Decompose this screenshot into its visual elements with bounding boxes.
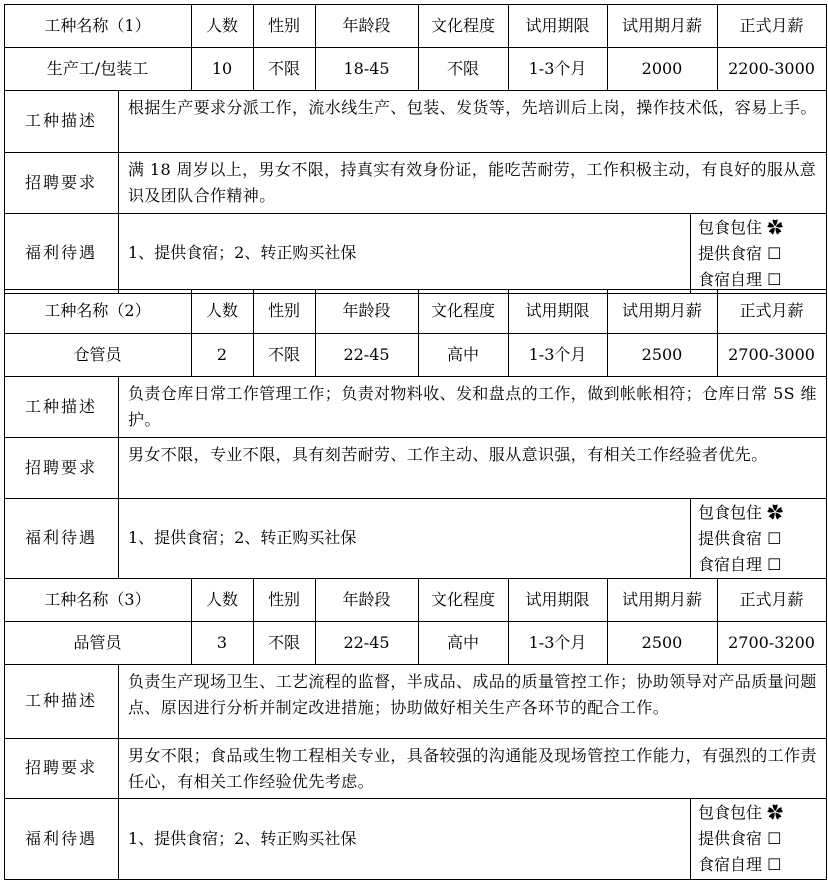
table-hline bbox=[4, 47, 827, 48]
trial-salary: 2000 bbox=[641, 58, 683, 78]
trial-salary: 2500 bbox=[641, 632, 683, 652]
table-hline bbox=[4, 152, 827, 153]
gender: 不限 bbox=[267, 632, 300, 652]
column-header: 人数 bbox=[205, 589, 238, 609]
benefit-option bbox=[698, 270, 781, 290]
benefit-option bbox=[698, 803, 783, 823]
desc-label: 工种描述 bbox=[24, 691, 97, 710]
column-header: 试用期月薪 bbox=[621, 301, 702, 320]
table-vline bbox=[690, 213, 691, 294]
table-vline bbox=[690, 798, 691, 880]
table-vline bbox=[118, 664, 119, 880]
welfare-label: 福利待遇 bbox=[24, 528, 97, 547]
column-header: 性别 bbox=[267, 301, 300, 320]
desc-label: 工种描述 bbox=[24, 396, 97, 416]
column-header: 正式月薪 bbox=[739, 301, 804, 320]
table-hline bbox=[4, 738, 827, 739]
job-requirement: 男女不限；食品或生物工程相关专业，具备较强的沟通能及现场管控工作能力，有强烈的工作责任心，有相关工作经验优先考虑。 bbox=[128, 746, 817, 791]
table-hline bbox=[4, 621, 827, 622]
column-header: 文化程度 bbox=[430, 15, 495, 35]
table-vline bbox=[826, 578, 827, 880]
headcount: 10 bbox=[211, 58, 233, 78]
headcount: 3 bbox=[216, 632, 228, 652]
gender: 不限 bbox=[267, 344, 300, 364]
benefit-option-label: 食宿自理 bbox=[698, 270, 763, 289]
benefit-option bbox=[698, 529, 781, 549]
job-description: 负责生产现场卫生、工艺流程的监督，半成品、成品的质量管控工作；协助领导对产品质量问题点、原因进行分析并制定改进措施；协助做好相关生产各环节的配合工作。 bbox=[128, 672, 817, 717]
education: 高中 bbox=[446, 632, 479, 652]
column-header: 正式月薪 bbox=[739, 15, 804, 35]
benefit-option-label: 包食包住 bbox=[698, 503, 763, 522]
trial-period: 1-3个月 bbox=[528, 344, 587, 364]
flower-checkbox-icon[interactable]: ✿ bbox=[767, 803, 784, 822]
education: 不限 bbox=[446, 58, 479, 78]
trial-period: 1-3个月 bbox=[528, 632, 587, 652]
age-range: 22-45 bbox=[343, 344, 390, 364]
headcount: 2 bbox=[216, 344, 228, 364]
checkbox-icon[interactable]: ☐ bbox=[767, 855, 782, 874]
table-hline bbox=[4, 437, 827, 438]
column-header: 文化程度 bbox=[430, 589, 495, 609]
table-vline bbox=[690, 498, 691, 579]
checkbox-icon[interactable]: ☐ bbox=[767, 555, 782, 574]
checkbox-icon[interactable]: ☐ bbox=[767, 829, 782, 848]
checkbox-icon[interactable]: ☐ bbox=[767, 270, 782, 289]
education: 高中 bbox=[446, 344, 479, 364]
table-hline bbox=[4, 213, 827, 214]
welfare-text: 1、提供食宿；2、转正购买社保 bbox=[128, 243, 357, 262]
flower-checkbox-icon[interactable]: ✿ bbox=[767, 218, 784, 237]
column-header: 文化程度 bbox=[430, 301, 495, 320]
age-range: 18-45 bbox=[343, 58, 390, 78]
table-hline bbox=[4, 376, 827, 377]
checkbox-icon[interactable]: ☐ bbox=[767, 244, 782, 263]
req-label: 招聘要求 bbox=[24, 172, 97, 192]
benefit-option bbox=[698, 503, 783, 523]
job-name: 品管员 bbox=[73, 632, 122, 652]
job-name: 生产工/包装工 bbox=[46, 58, 149, 78]
job-title-label: 工种名称（1） bbox=[44, 15, 151, 35]
table-hline bbox=[4, 798, 827, 799]
trial-salary: 2500 bbox=[641, 344, 683, 364]
welfare-label: 福利待遇 bbox=[24, 243, 97, 262]
benefit-option bbox=[698, 855, 781, 875]
formal-salary: 2700-3000 bbox=[728, 344, 815, 364]
table-vline bbox=[826, 289, 827, 579]
column-header: 正式月薪 bbox=[739, 589, 804, 609]
gender: 不限 bbox=[267, 58, 300, 78]
benefit-option-label: 食宿自理 bbox=[698, 855, 763, 874]
column-header: 性别 bbox=[267, 15, 300, 35]
formal-salary: 2200-3000 bbox=[728, 58, 815, 78]
benefit-option-label: 食宿自理 bbox=[698, 555, 763, 574]
column-header: 试用期限 bbox=[525, 589, 590, 609]
benefit-option-label: 提供食宿 bbox=[698, 529, 763, 548]
table-hline bbox=[4, 664, 827, 665]
welfare-label: 福利待遇 bbox=[24, 828, 97, 848]
table-hline bbox=[4, 333, 827, 334]
welfare-text: 1、提供食宿；2、转正购买社保 bbox=[128, 828, 357, 848]
desc-label: 工种描述 bbox=[24, 111, 97, 130]
column-header: 年龄段 bbox=[342, 301, 391, 320]
job-title-label: 工种名称（3） bbox=[44, 589, 151, 609]
table-vline bbox=[118, 376, 119, 579]
req-label: 招聘要求 bbox=[24, 457, 97, 477]
column-header: 人数 bbox=[205, 15, 238, 35]
benefit-option-label: 包食包住 bbox=[698, 803, 763, 822]
job-requirement: 满 18 周岁以上，男女不限，持真实有效身份证，能吃苦耐劳，工作积极主动，有良好的服从意识及团队合作精神。 bbox=[128, 160, 817, 205]
table-vline bbox=[118, 90, 119, 294]
job-requirement: 男女不限，专业不限，具有刻苦耐劳、工作主动、服从意识强，有相关工作经验者优先。 bbox=[128, 445, 768, 464]
age-range: 22-45 bbox=[343, 632, 390, 652]
benefit-option bbox=[698, 555, 781, 575]
benefit-option-label: 提供食宿 bbox=[698, 829, 763, 848]
benefit-option-label: 提供食宿 bbox=[698, 244, 763, 263]
column-header: 试用期限 bbox=[525, 301, 590, 320]
table-hline bbox=[4, 293, 827, 294]
checkbox-icon[interactable]: ☐ bbox=[767, 529, 782, 548]
benefit-option bbox=[698, 218, 783, 238]
column-header: 年龄段 bbox=[342, 589, 391, 609]
table-hline bbox=[4, 578, 827, 579]
job-description: 负责仓库日常工作管理工作；负责对物料收、发和盘点的工作，做到帐帐相符；仓库日常 5S 维护。 bbox=[128, 384, 817, 429]
benefit-option bbox=[698, 244, 781, 264]
table-vline bbox=[826, 4, 827, 294]
job-name: 仓管员 bbox=[73, 344, 122, 364]
welfare-text: 1、提供食宿；2、转正购买社保 bbox=[128, 528, 357, 547]
req-label: 招聘要求 bbox=[24, 758, 97, 777]
job-title-label: 工种名称（2） bbox=[44, 301, 151, 320]
column-header: 性别 bbox=[267, 589, 300, 609]
column-header: 试用期月薪 bbox=[621, 15, 702, 35]
table-hline bbox=[4, 289, 827, 290]
job-description: 根据生产要求分派工作，流水线生产、包装、发货等，先培训后上岗，操作技术低，容易上手。 bbox=[128, 98, 817, 117]
benefit-option-label: 包食包住 bbox=[698, 218, 763, 237]
benefit-option bbox=[698, 829, 781, 849]
table-hline bbox=[4, 90, 827, 91]
table-hline bbox=[4, 498, 827, 499]
trial-period: 1-3个月 bbox=[528, 58, 587, 78]
column-header: 试用期月薪 bbox=[621, 589, 702, 609]
formal-salary: 2700-3200 bbox=[728, 632, 815, 652]
column-header: 人数 bbox=[205, 301, 238, 320]
flower-checkbox-icon[interactable]: ✿ bbox=[767, 503, 784, 522]
column-header: 年龄段 bbox=[342, 15, 391, 35]
column-header: 试用期限 bbox=[525, 15, 590, 35]
table-hline bbox=[4, 4, 827, 5]
